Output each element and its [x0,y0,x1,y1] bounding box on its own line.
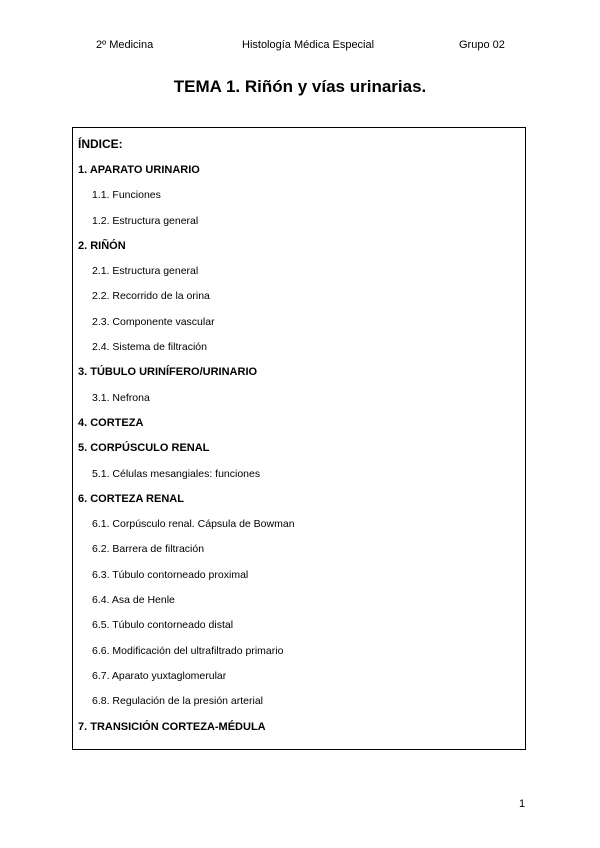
toc-subsection: 2.1. Estructura general [92,265,199,278]
toc-subsection: 3.1. Nefrona [92,391,150,404]
page-number: 1 [519,798,526,810]
toc-subsection: 6.5. Túbulo contorneado distal [92,619,234,632]
toc-subsection: 6.7. Aparato yuxtaglomerular [92,669,227,682]
index-heading: ÍNDICE: [78,137,123,151]
header-group: Grupo 02 [459,39,505,51]
toc-subsection: 5.1. Células mesangiales: funciones [92,467,261,480]
toc-subsection: 6.8. Regulación de la presión arterial [92,695,264,708]
toc-section: 1. APARATO URINARIO [78,164,200,176]
toc-section: 5. CORPÚSCULO RENAL [78,442,210,455]
toc-subsection: 1.2. Estructura general [92,214,199,227]
toc-subsection: 1.1. Funciones [92,189,161,202]
toc-section: 4. CORTEZA [78,416,144,429]
toc-subsection: 6.1. Corpúsculo renal. Cápsula de Bowman [92,518,295,531]
toc-subsection: 2.4. Sistema de filtración [92,341,207,354]
header-course: 2º Medicina [96,39,154,51]
document-title: TEMA 1. Riñón y vías urinarias. [173,77,427,96]
toc-section: 6. CORTEZA RENAL [78,492,184,505]
toc-list [73,162,525,744]
toc-subsection: 6.4. Asa de Henle [92,594,175,607]
toc-subsection: 6.3. Túbulo contorneado proximal [92,568,249,581]
toc-subsection: 6.2. Barrera de filtración [92,543,205,556]
toc-section: 2. RIÑÓN [78,239,126,252]
toc-section: 7. TRANSICIÓN CORTEZA-MÉDULA [78,720,266,733]
toc-subsection: 6.6. Modificación del ultrafiltrado primario [92,644,284,657]
header-subject: Histología Médica Especial [242,39,375,51]
toc-subsection: 2.3. Componente vascular [92,315,215,328]
toc-subsection: 2.2. Recorrido de la orina [92,290,210,303]
index-box [72,127,526,750]
toc-section: 3. TÚBULO URINÍFERO/URINARIO [78,366,258,379]
